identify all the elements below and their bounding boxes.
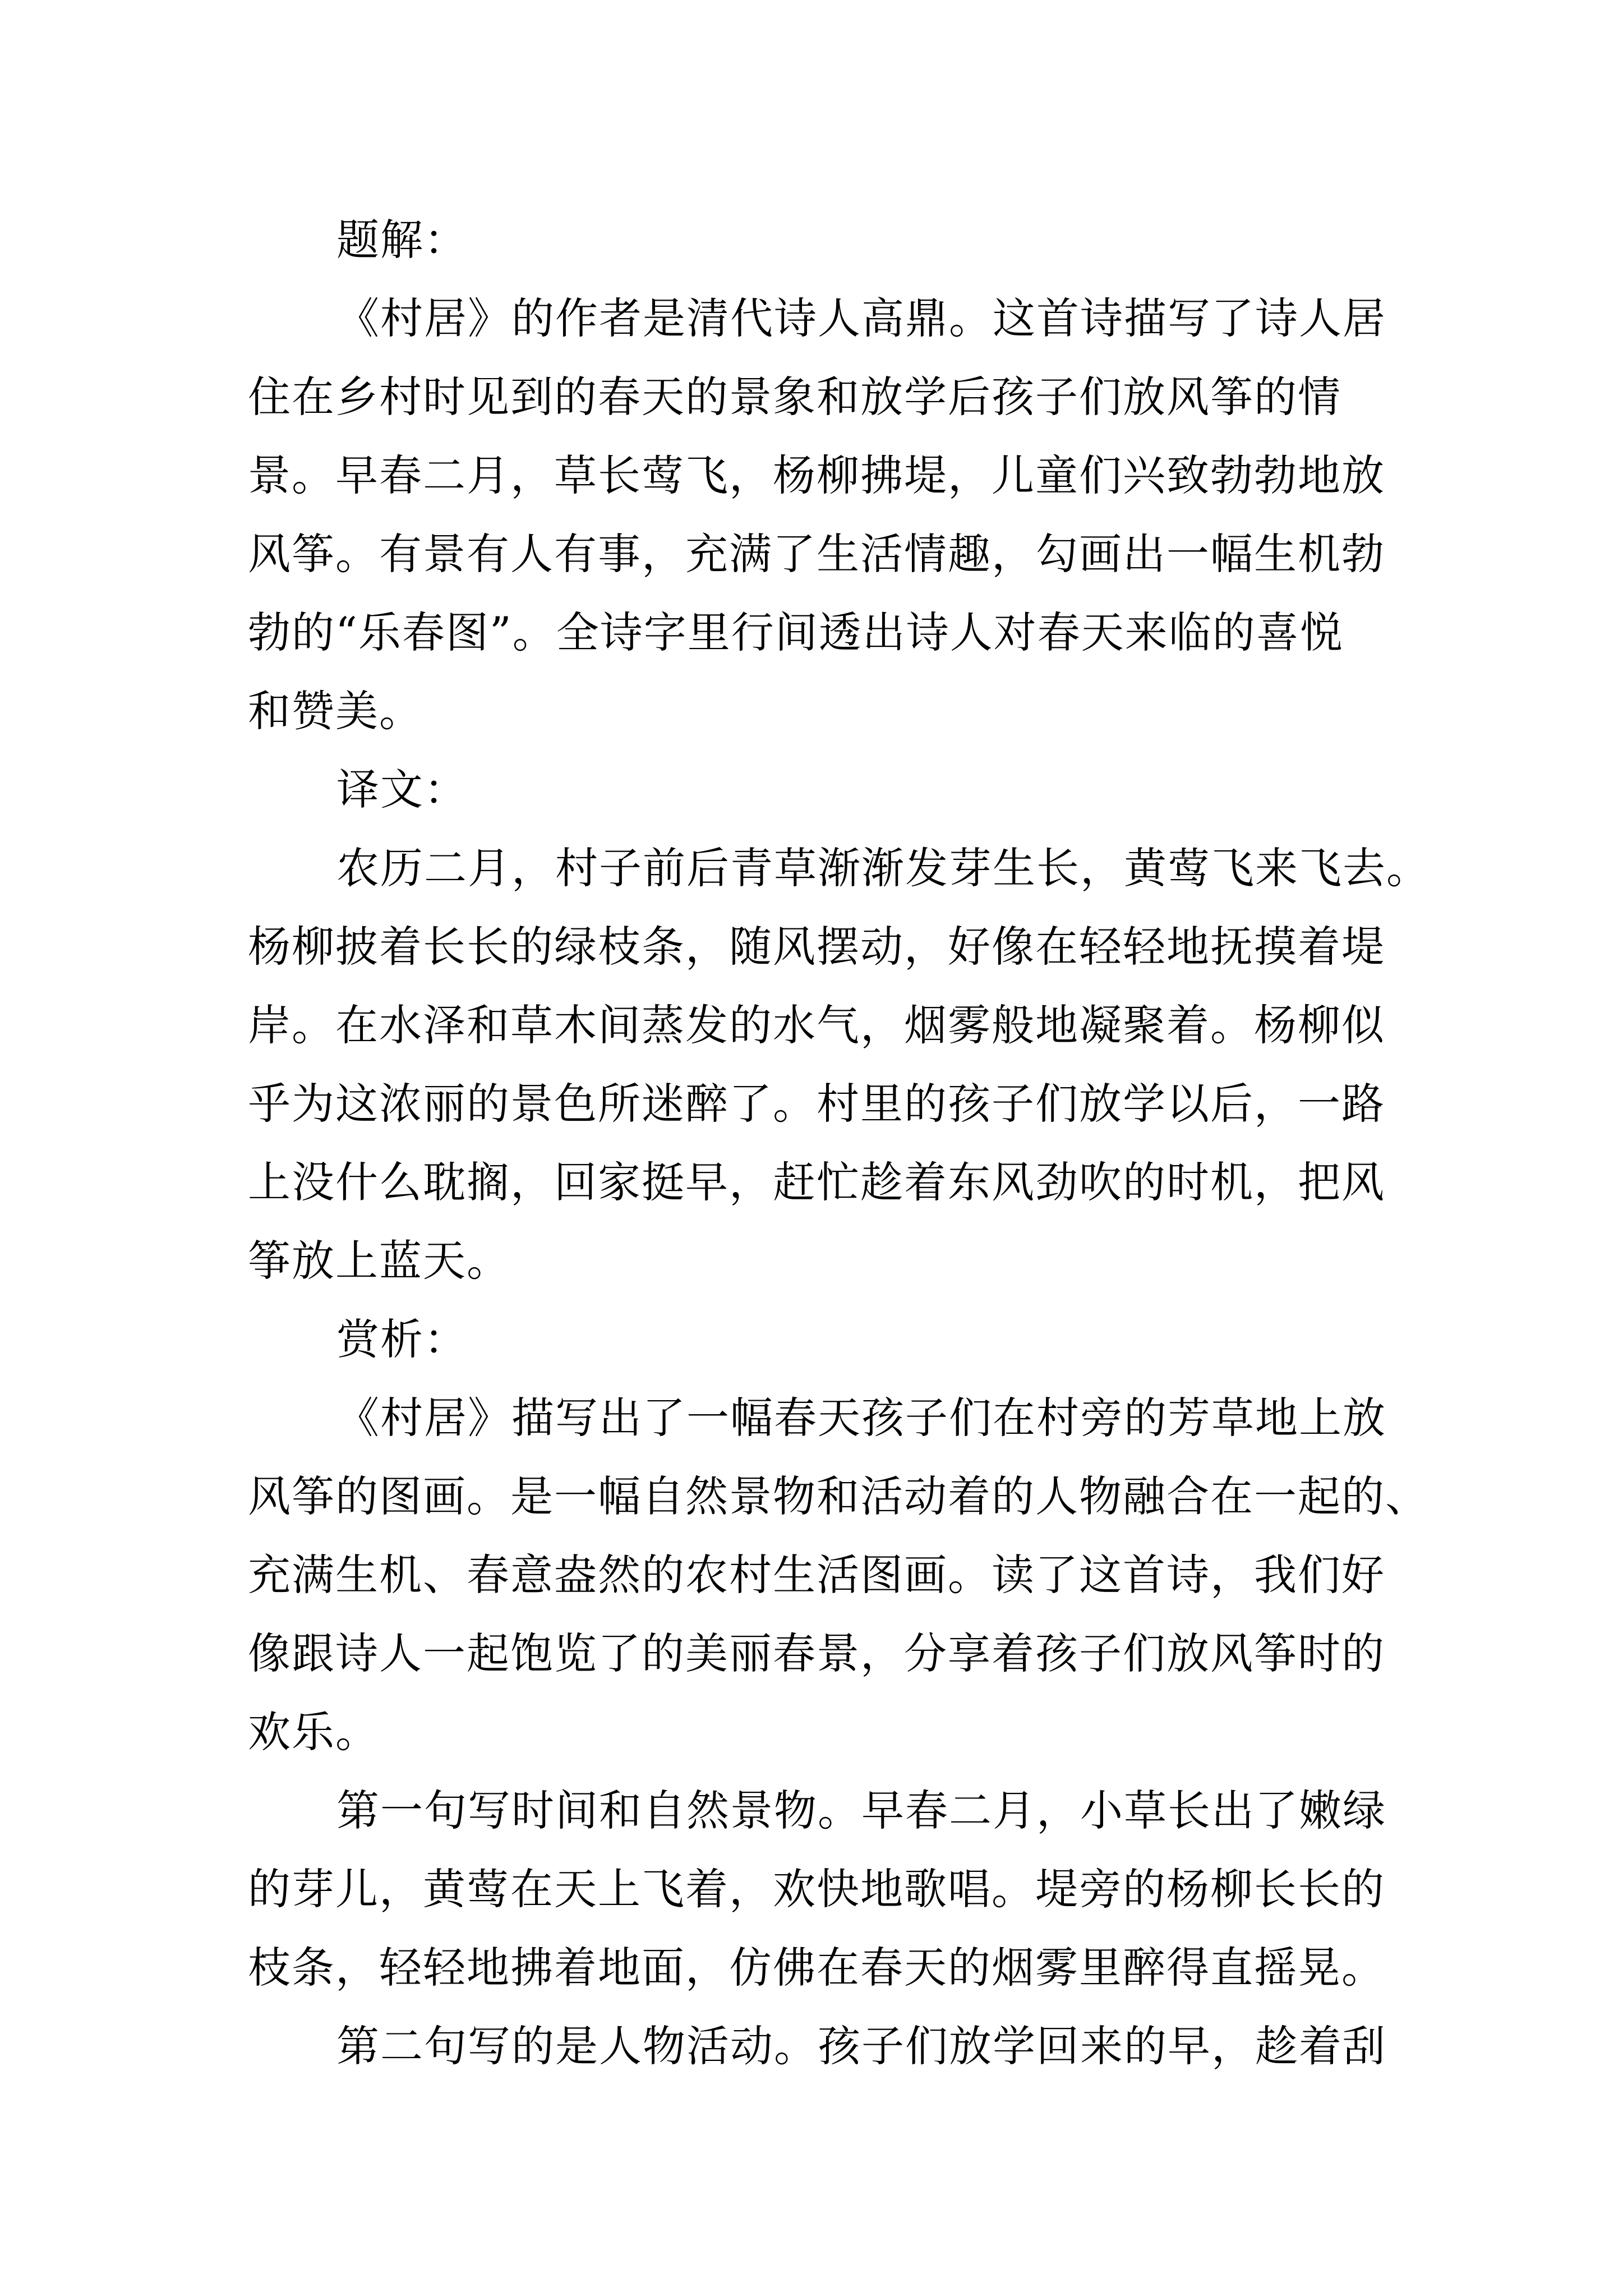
document-page: 题解： 《村居》的作者是清代诗人高鼎。这首诗描写了诗人居 住在乡村时见到的春天的景象和放学后孩子们放风筝的情 景。早春二月，草长莺飞，杨柳拂堤，儿童们兴致勃勃地放 风筝。有景有人有事，充满了生活情趣，勾画出一幅生机勃 勃的“乐春图”。全诗字里行间透出诗人对春天来临的喜悦 和赞美。 译文： 农历二月，村子前后青草渐渐发芽生长，黄莺飞来飞去。 杨柳披着长长的绿枝条，随风摆动，好像在轻轻地抚摸着堤 岸。在水泽和草木间蒸发的水气，烟雾般地凝聚着。杨柳似 乎为这浓丽的景色所迷醉了。村里的孩子们放学以后，一路 上没什么耽搁，回家挺早，赶忙趁着东风劲吹的时机，把风 筝放上蓝天。 赏析： 《村居》描写出了一幅春天孩子们在村旁的芳草地上放 风筝的图画。是一幅自然景物和活动着的人物融合在一起的、 充满生机、春意盎然的农村生活图画。读了这首诗，我们好 像跟诗人一起饱览了的美丽春景，分享着孩子们放风筝时的 欢乐。 第一句写时间和自然景物。早春二月，小草长出了嫩绿 的芽儿，黄莺在天上飞着，欢快地歌唱。堤旁的杨柳长长的 枝条，轻轻地拂着地面，仿佛在春天的烟雾里醉得直摇晃。 第二句写的是人物活动。孩子们放学回来的早，趁着刮	[0, 0, 1623, 2296]
